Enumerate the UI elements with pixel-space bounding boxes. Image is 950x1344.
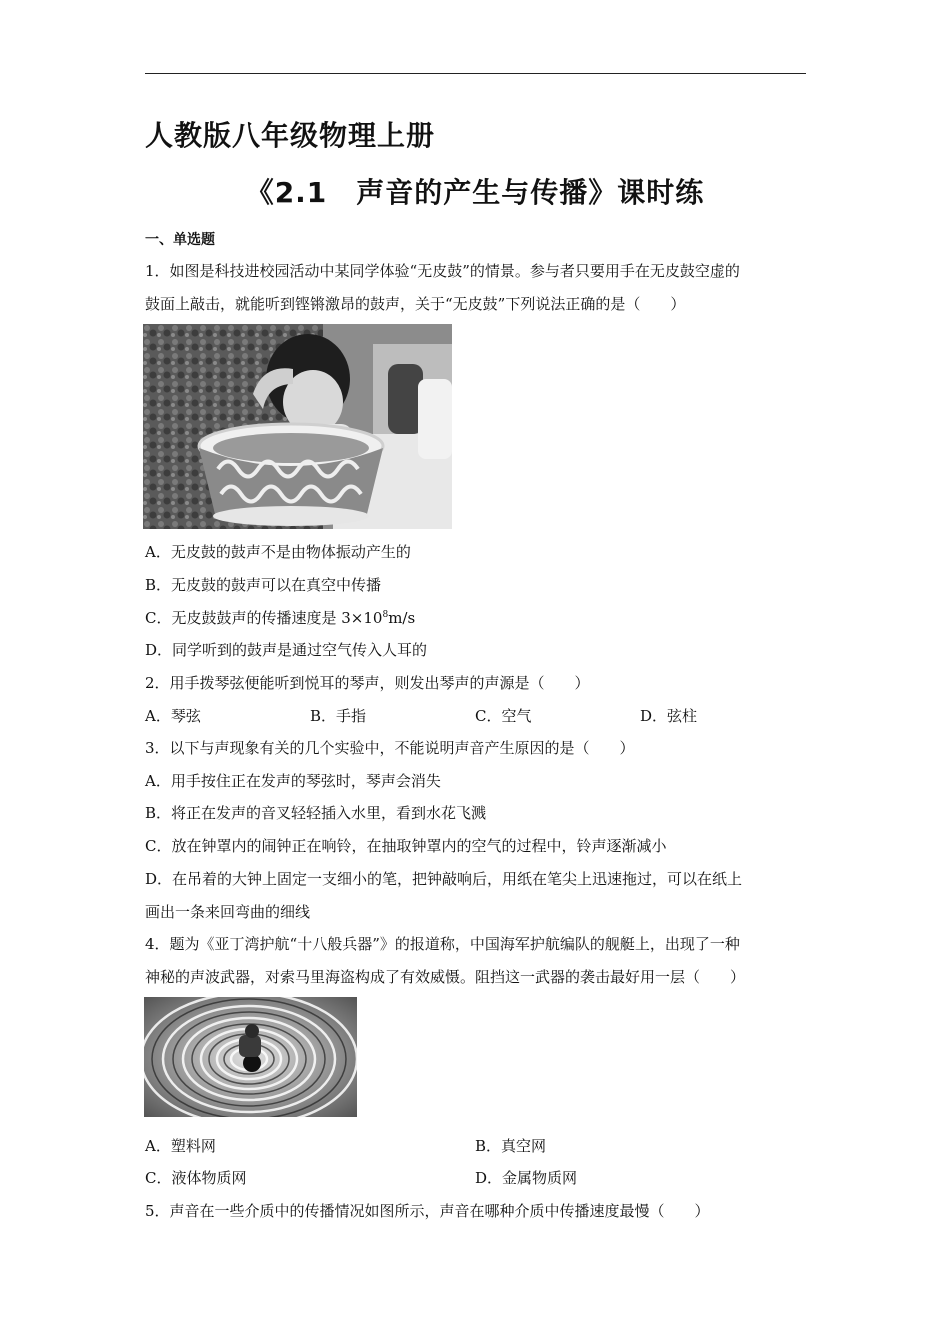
q3-option-d-line2: 画出一条来回弯曲的细线 <box>145 903 311 921</box>
header-rule <box>145 73 806 74</box>
q1-stem-line2: 鼓面上敲击，就能听到铿锵激昂的鼓声，关于“无皮鼓”下列说法正确的是（ ） <box>145 295 686 313</box>
page-title: 人教版八年级物理上册 <box>145 119 436 152</box>
q2-stem: 2．用手拨琴弦便能听到悦耳的琴声，则发出琴声的声源是（ ） <box>145 674 590 692</box>
q3-option-d-line1: D．在吊着的大钟上固定一支细小的笔，把钟敲响后，用纸在笔尖上迅速拖过，可以在纸上 <box>145 870 743 888</box>
q3-option-c: C．放在钟罩内的闹钟正在响铃，在抽取钟罩内的空气的过程中，铃声逐渐减小 <box>145 837 667 855</box>
q1-stem-line1: 1．如图是科技进校园活动中某同学体验“无皮鼓”的情景。参与者只要用手在无皮鼓空虚的 <box>145 262 740 280</box>
q1-option-b: B．无皮鼓的鼓声可以在真空中传播 <box>145 576 382 594</box>
q2-option-c: C．空气 <box>475 707 532 725</box>
drum-photo <box>143 324 452 529</box>
q4-option-a: A．塑料网 <box>145 1137 216 1155</box>
q1-option-d: D．同学听到的鼓声是通过空气传入人耳的 <box>145 641 428 659</box>
q3-stem: 3．以下与声现象有关的几个实验中，不能说明声音产生原因的是（ ） <box>145 739 635 757</box>
q2-option-d: D．弦柱 <box>640 707 698 725</box>
q4-option-c: C．液体物质网 <box>145 1169 247 1187</box>
section-heading: 一、单选题 <box>145 232 215 248</box>
sound-wave-image <box>144 997 357 1117</box>
q4-stem-line1: 4．题为《亚丁湾护航“十八般兵器”》的报道称，中国海军护航编队的舰艇上，出现了一种 <box>145 935 740 953</box>
q1-option-c: C．无皮鼓鼓声的传播速度是 $3\times 10^8m/s$ <box>145 609 416 627</box>
q2-option-b: B．手指 <box>310 707 367 725</box>
q4-stem-line2: 神秘的声波武器，对索马里海盗构成了有效威慑。阻挡这一武器的袭击最好用一层（ ） <box>145 968 746 986</box>
q4-option-d: D．金属物质网 <box>475 1169 578 1187</box>
q4-option-b: B．真空网 <box>475 1137 547 1155</box>
q3-option-b: B．将正在发声的音叉轻轻插入水里，看到水花飞溅 <box>145 804 487 822</box>
q5-stem: 5．声音在一些介质中的传播情况如图所示，声音在哪种介质中传播速度最慢（ ） <box>145 1202 710 1220</box>
q1-option-a: A．无皮鼓的鼓声不是由物体振动产生的 <box>145 543 411 561</box>
q2-option-a: A．琴弦 <box>145 707 201 725</box>
q3-option-a: A．用手按住正在发声的琴弦时，琴声会消失 <box>145 772 441 790</box>
page-subtitle: 《2.1 声音的产生与传播》课时练 <box>245 176 705 209</box>
